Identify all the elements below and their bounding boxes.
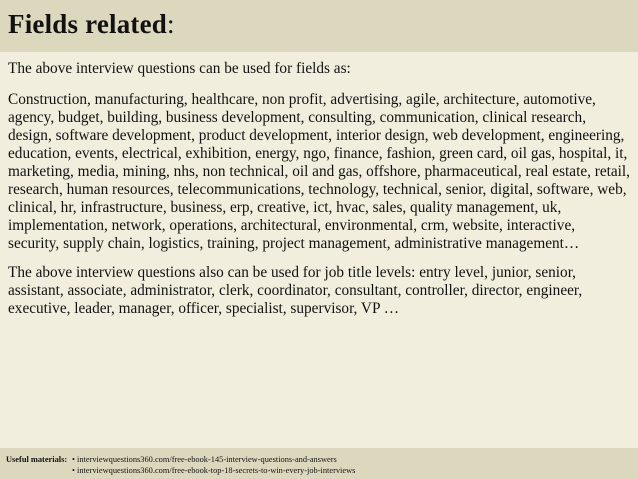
footer-label: Useful materials: [6,455,68,464]
fields-list-text: Construction, manufacturing, healthcare, non profit, advertising, agile, architecture, automotive, agency, budget, building, business development, consulting, communication, clinical research, design, software development, product development, interior design, web development, engineering, education, events, electrical, exhibition, energy, ngo, finance, fashion, green card, oil gas, hospital, it, marketing, media, mining, nhs, non technical, oil and gas, offshore, pharmaceutical, real estate, retail, research, human resources, telecommunications, technology, technical, senior, digital, software, web, clinical, hr, infrastructure, business, erp, creative, ict, hvac, sales, quality management, uk, implementation, network, operations, architectural, environmental, crm, website, interactive, security, supply chain, logistics, training, project management, administrative management… [8,91,631,252]
title-bar [0,0,638,52]
slide-content [8,60,630,318]
footer-link-ebook-145[interactable]: • interviewquestions360.com/free-ebook-145-interview-questions-and-answers [72,455,337,464]
footer-link-ebook-top-18[interactable]: • interviewquestions360.com/free-ebook-top-18-secrets-to-win-every-job-interviews [72,466,356,475]
slide-title [8,9,175,40]
slide-title-colon: : [167,9,175,39]
slide-title-text: Fields related [8,9,168,39]
footer-links [72,454,355,476]
job-levels-text: The above interview questions also can be used for job title levels: entry level, junior, senior, assistant, associate, administrator, clerk, coordinator, consultant, controller, director, engineer, executive, leader, manager, officer, specialist, supervisor, VP … [8,264,583,317]
footer-bar [0,448,638,479]
intro-text: The above interview questions can be used for fields as: [8,60,351,77]
